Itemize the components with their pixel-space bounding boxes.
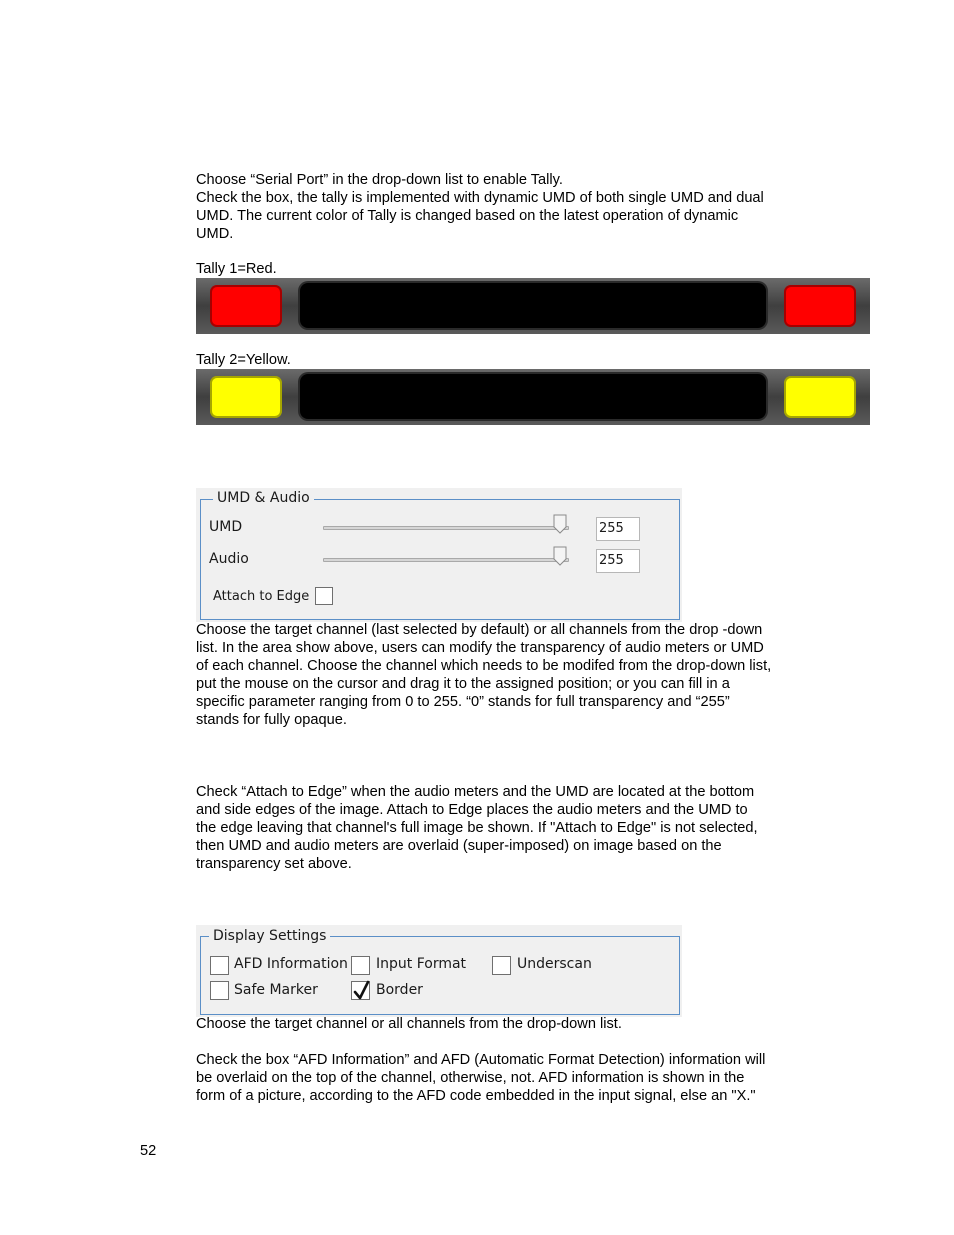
- display-settings-groupbox: [200, 936, 680, 1015]
- text-line: Check the box, the tally is implemented with dynamic UMD of both single UMD and dual: [196, 190, 764, 206]
- audio-slider-track[interactable]: [323, 558, 569, 562]
- display-settings-panel: [196, 925, 682, 1017]
- text-line: Choose the target channel (last selected by default) or all channels from the drop -down: [196, 622, 763, 638]
- tally2-right-lamp: [784, 376, 856, 418]
- audio-label: Audio: [209, 551, 249, 567]
- text-line: Check “Attach to Edge” when the audio meters and the UMD are located at the bottom: [196, 784, 755, 800]
- umd-value-input[interactable]: 255: [596, 517, 640, 541]
- safe-marker-label: Safe Marker: [234, 982, 318, 998]
- border-checkbox[interactable]: [351, 981, 370, 1000]
- text-line: put the mouse on the cursor and drag it to the assigned position; or you can fill in a: [196, 676, 730, 692]
- safe-marker-checkbox[interactable]: [210, 981, 229, 1000]
- tally1-left-lamp: [210, 285, 282, 327]
- text-line: UMD.: [196, 226, 234, 242]
- tally1-umd-display: [300, 283, 766, 328]
- audio-value-input[interactable]: 255: [596, 549, 640, 573]
- text-line: list. In the area show above, users can modify the transparency of audio meters or UMD: [196, 640, 764, 656]
- text-line: form of a picture, according to the AFD code embedded in the input signal, else an "X.": [196, 1088, 756, 1104]
- text-line: and side edges of the image. Attach to Edge places the audio meters and the UMD to: [196, 802, 748, 818]
- attach-to-edge-checkbox[interactable]: [315, 587, 333, 605]
- text-line: Choose “Serial Port” in the drop-down list to enable Tally.: [196, 172, 563, 188]
- audio-slider-thumb[interactable]: [553, 546, 567, 566]
- umd-label: UMD: [209, 519, 243, 535]
- attach-to-edge-label: Attach to Edge: [213, 589, 310, 604]
- input-format-checkbox[interactable]: [351, 956, 370, 975]
- attach-paragraph: [196, 783, 836, 873]
- afd-information-checkbox[interactable]: [210, 956, 229, 975]
- umd-slider-thumb[interactable]: [553, 514, 567, 534]
- umd-audio-panel: [196, 488, 682, 622]
- umd-audio-legend: UMD & Audio: [213, 490, 314, 506]
- underscan-label: Underscan: [517, 956, 592, 972]
- tally2-umd-display: [300, 374, 766, 419]
- checkmark-icon: [352, 979, 371, 1001]
- tally2-bar: [196, 369, 870, 425]
- page-number: 52: [140, 1143, 157, 1159]
- intro-paragraph: [196, 171, 816, 243]
- display-settings-legend: Display Settings: [209, 928, 330, 944]
- text-line: transparency set above.: [196, 856, 352, 872]
- tally1-caption: Tally 1=Red.: [196, 261, 277, 277]
- tally2-caption: Tally 2=Yellow.: [196, 352, 291, 368]
- text-line: be overlaid on the top of the channel, otherwise, not. AFD information is shown in the: [196, 1070, 745, 1086]
- afd-paragraph: [196, 1051, 836, 1105]
- border-label: Border: [376, 982, 423, 998]
- channel-paragraph: [196, 621, 836, 729]
- display-caption: Choose the target channel or all channels from the drop-down list.: [196, 1016, 622, 1032]
- text-line: specific parameter ranging from 0 to 255. “0” stands for full transparency and “255”: [196, 694, 730, 710]
- text-line: Check the box “AFD Information” and AFD (Automatic Format Detection) information will: [196, 1052, 766, 1068]
- text-line: UMD. The current color of Tally is changed based on the latest operation of dynamic: [196, 208, 739, 224]
- underscan-checkbox[interactable]: [492, 956, 511, 975]
- afd-information-label: AFD Information: [234, 956, 348, 972]
- umd-slider-track[interactable]: [323, 526, 569, 530]
- tally1-bar: [196, 278, 870, 334]
- text-line: the edge leaving that channel's full image be shown. If "Attach to Edge" is not selected,: [196, 820, 758, 836]
- text-line: stands for fully opaque.: [196, 712, 347, 728]
- tally1-right-lamp: [784, 285, 856, 327]
- input-format-label: Input Format: [376, 956, 467, 972]
- text-line: then UMD and audio meters are overlaid (super-imposed) on image based on the: [196, 838, 722, 854]
- text-line: of each channel. Choose the channel which needs to be modifed from the drop-down list,: [196, 658, 772, 674]
- tally2-left-lamp: [210, 376, 282, 418]
